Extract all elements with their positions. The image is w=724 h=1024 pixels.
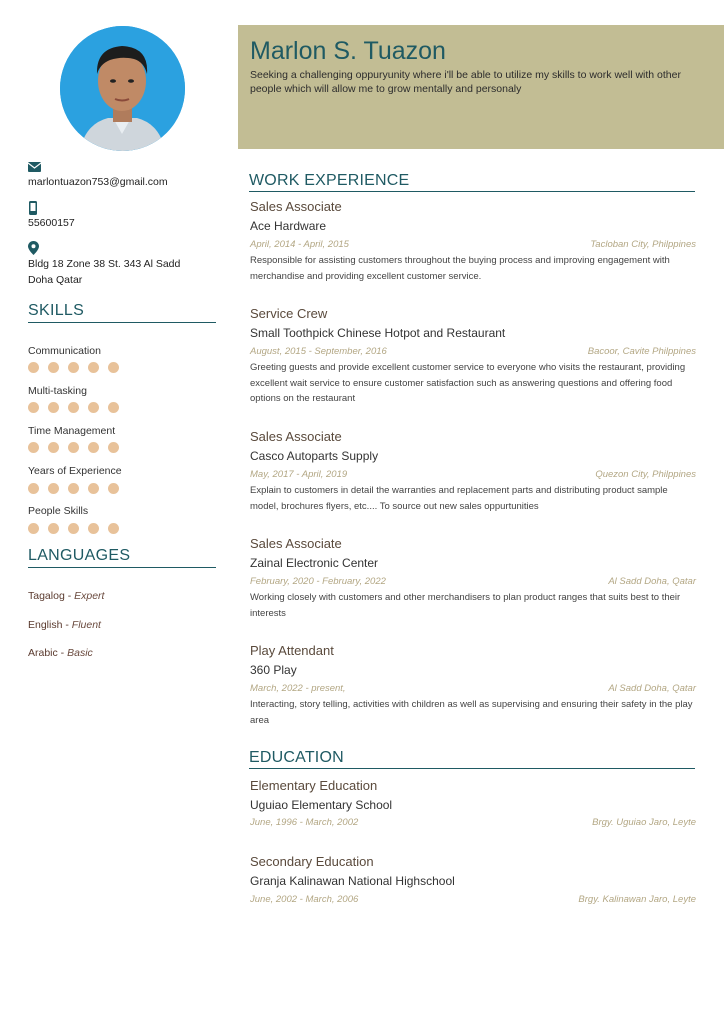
rating-dot — [68, 523, 79, 534]
job-company: Zainal Electronic Center — [250, 556, 379, 570]
job-title: Sales Associate — [250, 536, 342, 551]
rating-dot — [48, 483, 59, 494]
job-dates: April, 2014 - April, 2015 — [250, 239, 349, 250]
phone-text: 55600157 — [28, 217, 75, 229]
rating-dot — [88, 523, 99, 534]
job-location: Al Sadd Doha, Qatar — [608, 683, 696, 694]
skill-name: Years of Experience — [28, 465, 122, 477]
language-name: Arabic — [28, 647, 58, 659]
education-location: Brgy. Kalinawan Jaro, Leyte — [578, 894, 696, 905]
language-level: Expert — [74, 590, 105, 602]
rating-dot — [108, 442, 119, 453]
language-name: English — [28, 619, 63, 631]
objective-text: Seeking a challenging oppuryunity where i'll be able to utilize my skills to work well with other people which will allow me to grow mentally and personaly — [250, 69, 681, 95]
education-school: Granja Kalinawan National Highschool — [250, 874, 455, 888]
job-company: 360 Play — [250, 663, 297, 677]
rating-dot — [28, 523, 39, 534]
language-level: Basic — [67, 647, 93, 659]
education-title: Elementary Education — [250, 778, 378, 793]
job-description: Interacting, story telling, activities with children as well as supervising and ensuring their safety in the play area — [250, 699, 693, 726]
language-name: Tagalog — [28, 590, 65, 602]
language-item: English - Fluent — [28, 619, 101, 631]
education-dates: June, 2002 - March, 2006 — [250, 894, 359, 905]
language-level: Fluent — [71, 619, 101, 631]
job-company: Casco Autoparts Supply — [250, 449, 379, 463]
rating-dot — [108, 402, 119, 413]
job-dates: February, 2020 - February, 2022 — [250, 576, 386, 587]
rating-dot — [68, 442, 79, 453]
job-location: Bacoor, Cavite Philppines — [587, 346, 696, 357]
rating-dot — [88, 362, 99, 373]
job-description: Greeting guests and provide excellent customer service to everyone who visits the restaurant, providing excellent wait service to ensure customer satisfaction such as answering questions and offering food options on the restaurant — [250, 362, 686, 404]
education-dates: June, 1996 - March, 2002 — [250, 817, 359, 828]
language-item: Arabic - Basic — [28, 647, 93, 659]
candidate-name: Marlon S. Tuazon — [250, 37, 446, 65]
job-description: Explain to customers in detail the warranties and replacement parts and distributing product sample model, brochures flyers, etc.... To source out new sales oppurtunities — [250, 485, 668, 512]
job-title: Service Crew — [250, 306, 328, 321]
rating-dot — [88, 402, 99, 413]
skill-rating — [28, 442, 119, 453]
language-item: Tagalog - Expert — [28, 590, 105, 602]
job-company: Ace Hardware — [250, 219, 327, 233]
mobile-phone-icon — [28, 201, 42, 215]
job-description: Responsible for assisting customers throughout the buying process and improving engagement with merchandise and providing excellent customer service. — [250, 255, 670, 282]
skill-name: Multi-tasking — [28, 385, 87, 397]
job-dates: March, 2022 - present, — [250, 683, 346, 694]
education-location: Brgy. Uguiao Jaro, Leyte — [592, 817, 696, 828]
skill-rating — [28, 362, 119, 373]
job-dates: May, 2017 - April, 2019 — [250, 469, 348, 480]
job-location: Tacloban City, Philppines — [590, 239, 696, 250]
job-title: Sales Associate — [250, 429, 342, 444]
rating-dot — [108, 483, 119, 494]
languages-heading: LANGUAGES — [28, 547, 216, 568]
skills-heading: SKILLS — [28, 302, 216, 323]
rating-dot — [68, 483, 79, 494]
work-experience-heading: WORK EXPERIENCE — [249, 172, 695, 192]
rating-dot — [48, 442, 59, 453]
skill-name: Time Management — [28, 425, 116, 437]
person-portrait-icon — [60, 26, 185, 151]
job-dates: August, 2015 - September, 2016 — [250, 346, 387, 357]
education-title: Secondary Education — [250, 854, 374, 869]
skill-name: People Skills — [28, 505, 89, 517]
education-school: Uguiao Elementary School — [250, 798, 393, 812]
education-heading: EDUCATION — [249, 749, 695, 769]
job-location: Al Sadd Doha, Qatar — [608, 576, 696, 587]
rating-dot — [108, 523, 119, 534]
skill-rating — [28, 483, 119, 494]
rating-dot — [28, 402, 39, 413]
location-pin-icon — [28, 241, 42, 255]
profile-photo — [60, 26, 185, 151]
rating-dot — [28, 362, 39, 373]
job-title: Sales Associate — [250, 199, 342, 214]
rating-dot — [88, 483, 99, 494]
rating-dot — [48, 362, 59, 373]
rating-dot — [48, 402, 59, 413]
skill-rating — [28, 402, 119, 413]
rating-dot — [28, 442, 39, 453]
job-title: Play Attendant — [250, 643, 334, 658]
email-text: marlontuazon753@gmail.com — [28, 176, 168, 188]
rating-dot — [68, 402, 79, 413]
rating-dot — [88, 442, 99, 453]
rating-dot — [48, 523, 59, 534]
skill-rating — [28, 523, 119, 534]
rating-dot — [108, 362, 119, 373]
address-text: Bldg 18 Zone 38 St. 343 Al Sadd Doha Qatar — [28, 258, 181, 286]
rating-dot — [68, 362, 79, 373]
job-description: Working closely with customers and other merchandisers to plan product ranges that suits best to their interests — [250, 592, 681, 619]
skill-name: Communication — [28, 345, 101, 357]
job-location: Quezon City, Philppines — [595, 469, 696, 480]
job-company: Small Toothpick Chinese Hotpot and Restaurant — [250, 326, 506, 340]
rating-dot — [28, 483, 39, 494]
